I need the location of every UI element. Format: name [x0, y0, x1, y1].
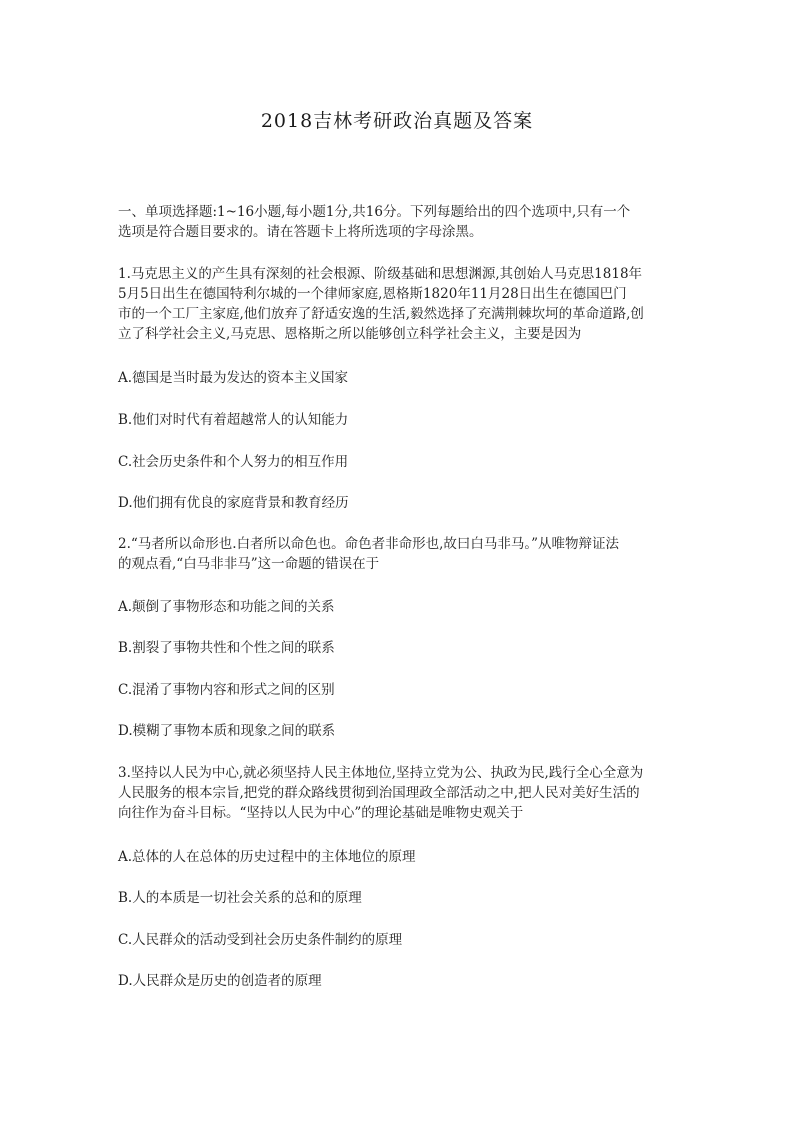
section-intro [118, 202, 680, 242]
question-stem-line: 5月5日出生在德国特利尔城的一个律师家庭,恩格斯1820年11月28日出生在德国巴门 [118, 286, 627, 302]
question-2-stem [118, 534, 680, 574]
document-title: 2018吉林考研政治真题及答案 [260, 110, 534, 132]
question-3-option-d: D.人民群众是历史的创造者的原理 [118, 973, 322, 989]
section-intro-line: 一、单项选择题:1~16小题,每小题1分,共16分。下列每题给出的四个选项中,只有一个 [118, 204, 631, 220]
question-1-option-c: C.社会历史条件和个人努力的相互作用 [118, 454, 349, 470]
question-2-option-a: A.颠倒了事物形态和功能之间的关系 [118, 599, 335, 615]
question-3-stem [118, 763, 680, 823]
question-stem-line: 人民服务的根本宗旨,把党的群众路线贯彻到治国理政全部活动之中,把人民对美好生活的 [118, 785, 640, 801]
question-3-option-b: B.人的本质是一切社会关系的总和的原理 [118, 890, 362, 906]
question-1-option-d: D.他们拥有优良的家庭背景和教育经历 [118, 495, 349, 511]
question-1-stem [118, 264, 680, 344]
question-stem-line: 3.坚持以人民为中心,就必须坚持人民主体地位,坚持立党为公、执政为民,践行全心全意为 [118, 765, 644, 781]
question-1-option-a: A.德国是当时最为发达的资本主义国家 [118, 370, 349, 386]
question-3-option-c: C.人民群众的活动受到社会历史条件制约的原理 [118, 932, 403, 948]
question-stem-line: 的观点看,“白马非非马”这一命题的错误在于 [118, 556, 380, 572]
question-3-option-a: A.总体的人在总体的历史过程中的主体地位的原理 [118, 849, 416, 865]
question-stem-line: 1.马克思主义的产生具有深刻的社会根源、阶级基础和思想渊源,其创始人马克思1818年 [118, 266, 643, 282]
question-2-option-b: B.割裂了事物共性和个性之间的联系 [118, 640, 335, 656]
question-1-option-b: B.他们对时代有着超越常人的认知能力 [118, 412, 349, 428]
question-stem-line: 2.“马者所以命形也.白者所以命色也。命色者非命形也,故曰白马非马。”从唯物辩证法 [118, 536, 620, 552]
question-2-option-d: D.模糊了事物本质和现象之间的联系 [118, 723, 336, 739]
question-stem-line: 向往作为奋斗目标。“坚持以人民为中心”的理论基础是唯物史观关于 [118, 805, 524, 821]
section-intro-line: 选项是符合题目要求的。请在答题卡上将所选项的字母涂黑。 [118, 224, 483, 240]
question-stem-line: 市的一个工厂主家庭,他们放弃了舒适安逸的生活,毅然选择了充满荆棘坎坷的革命道路,创 [118, 306, 644, 322]
question-stem-line: 立了科学社会主义,马克思、恩格斯之所以能够创立科学社会主义，主要是因为 [118, 326, 582, 342]
question-2-option-c: C.混淆了事物内容和形式之间的区别 [118, 682, 335, 698]
